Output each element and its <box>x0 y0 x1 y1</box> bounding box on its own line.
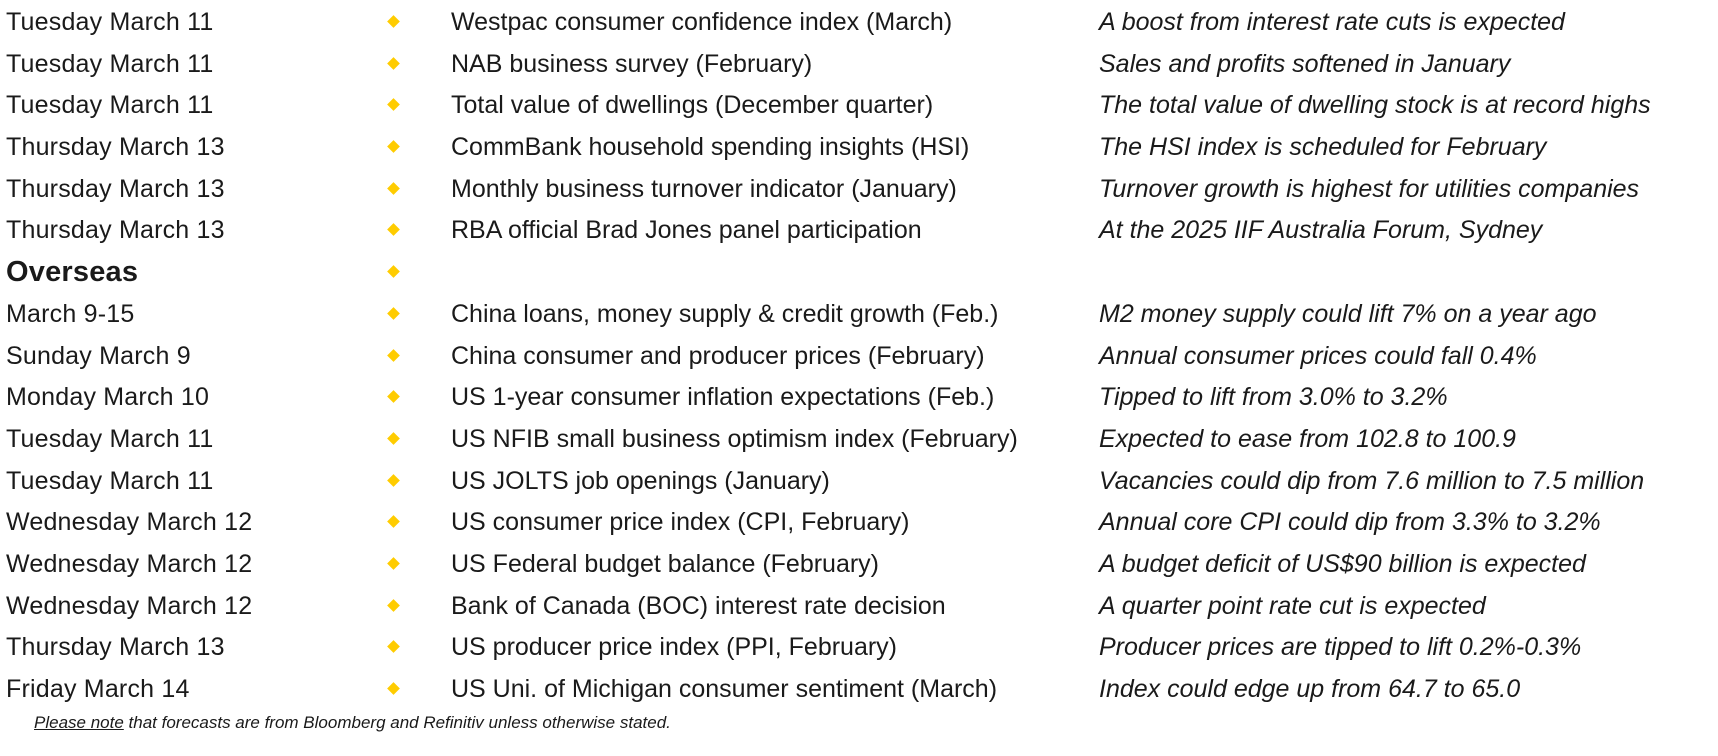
event-name: Westpac consumer confidence index (March) <box>451 8 953 36</box>
calendar-row <box>0 129 1718 171</box>
event-comment: A budget deficit of US$90 billion is expected <box>1099 549 1586 578</box>
diamond-bullet-icon <box>388 475 399 486</box>
event-date: Tuesday March 11 <box>6 466 214 495</box>
calendar-row <box>0 296 1718 338</box>
event-name: US NFIB small business optimism index (February) <box>451 424 1018 453</box>
diamond-bullet-icon <box>388 183 399 194</box>
diamond-bullet-icon <box>388 141 399 152</box>
calendar-row <box>0 379 1718 421</box>
calendar-row <box>0 171 1718 213</box>
event-comment: Expected to ease from 102.8 to 100.9 <box>1099 424 1516 453</box>
calendar-row <box>0 421 1718 463</box>
calendar-row <box>0 87 1718 129</box>
event-comment: The total value of dwelling stock is at record highs <box>1099 91 1651 120</box>
event-date: Wednesday March 12 <box>6 508 253 537</box>
calendar-row <box>0 4 1718 46</box>
calendar-row <box>0 463 1718 505</box>
event-date: Tuesday March 11 <box>6 424 214 453</box>
event-date: Wednesday March 12 <box>6 591 253 620</box>
event-date: March 9-15 <box>6 299 135 328</box>
diamond-bullet-icon <box>388 391 399 402</box>
event-date: Sunday March 9 <box>6 341 191 370</box>
event-name: CommBank household spending insights (HSI) <box>451 133 970 162</box>
calendar-row <box>0 629 1718 671</box>
event-name: NAB business survey (February) <box>451 49 813 78</box>
diamond-bullet-icon <box>388 224 399 235</box>
event-comment: Sales and profits softened in January <box>1099 49 1511 78</box>
diamond-bullet-icon <box>388 350 399 361</box>
diamond-bullet-icon <box>388 516 399 527</box>
event-comment: Index could edge up from 64.7 to 65.0 <box>1099 675 1521 703</box>
event-date: Friday March 14 <box>6 675 190 703</box>
diamond-bullet-icon <box>388 683 399 694</box>
event-date: Monday March 10 <box>6 383 210 412</box>
event-name: Total value of dwellings (December quarter) <box>451 91 934 120</box>
event-name: Monthly business turnover indicator (January) <box>451 174 957 203</box>
section-heading-row <box>0 254 1718 296</box>
diamond-bullet-icon <box>388 16 399 27</box>
footnote-text: that forecasts are from Bloomberg and Refinitiv unless otherwise stated. <box>123 713 671 732</box>
footnote-lead: Please note <box>34 713 124 732</box>
event-name: China loans, money supply & credit growth (Feb.) <box>451 299 999 328</box>
diamond-bullet-icon <box>388 266 399 277</box>
event-name: US 1-year consumer inflation expectations (Feb.) <box>451 383 995 412</box>
diamond-bullet-icon <box>388 558 399 569</box>
event-date: Thursday March 13 <box>6 133 225 162</box>
event-name: US Uni. of Michigan consumer sentiment (March) <box>451 675 998 703</box>
event-name: US JOLTS job openings (January) <box>451 466 830 495</box>
calendar-row <box>0 338 1718 380</box>
diamond-bullet-icon <box>388 308 399 319</box>
calendar-row <box>0 504 1718 546</box>
event-comment: The HSI index is scheduled for February <box>1099 133 1547 162</box>
footnote <box>34 713 671 733</box>
event-date: Thursday March 13 <box>6 174 225 203</box>
event-name: US consumer price index (CPI, February) <box>451 508 910 537</box>
event-date: Thursday March 13 <box>6 216 225 245</box>
event-comment: At the 2025 IIF Australia Forum, Sydney <box>1099 216 1543 245</box>
event-comment: M2 money supply could lift 7% on a year ago <box>1099 299 1597 328</box>
event-name: US producer price index (PPI, February) <box>451 633 898 662</box>
event-date: Tuesday March 11 <box>6 8 214 36</box>
calendar-row <box>0 671 1718 713</box>
event-date: Tuesday March 11 <box>6 91 214 120</box>
event-name: RBA official Brad Jones panel participation <box>451 216 922 245</box>
event-name: Bank of Canada (BOC) interest rate decision <box>451 591 946 620</box>
diamond-bullet-icon <box>388 641 399 652</box>
event-name: China consumer and producer prices (February) <box>451 341 985 370</box>
calendar-row <box>0 212 1718 254</box>
section-heading: Overseas <box>6 256 139 289</box>
diamond-bullet-icon <box>388 600 399 611</box>
diamond-bullet-icon <box>388 433 399 444</box>
calendar-row <box>0 546 1718 588</box>
event-comment: A quarter point rate cut is expected <box>1099 591 1486 620</box>
calendar-row <box>0 46 1718 88</box>
event-comment: Vacancies could dip from 7.6 million to 7.5 million <box>1099 466 1645 495</box>
event-comment: Tipped to lift from 3.0% to 3.2% <box>1099 383 1448 412</box>
event-date: Wednesday March 12 <box>6 549 253 578</box>
event-comment: Annual consumer prices could fall 0.4% <box>1099 341 1537 370</box>
diamond-bullet-icon <box>388 58 399 69</box>
event-name: US Federal budget balance (February) <box>451 549 880 578</box>
event-comment: A boost from interest rate cuts is expected <box>1099 8 1565 36</box>
event-comment: Producer prices are tipped to lift 0.2%-0.3% <box>1099 633 1582 662</box>
event-date: Thursday March 13 <box>6 633 225 662</box>
calendar-row <box>0 588 1718 630</box>
diamond-bullet-icon <box>388 99 399 110</box>
event-date: Tuesday March 11 <box>6 49 214 78</box>
event-comment: Turnover growth is highest for utilities companies <box>1099 174 1640 203</box>
event-comment: Annual core CPI could dip from 3.3% to 3.2% <box>1099 508 1601 537</box>
